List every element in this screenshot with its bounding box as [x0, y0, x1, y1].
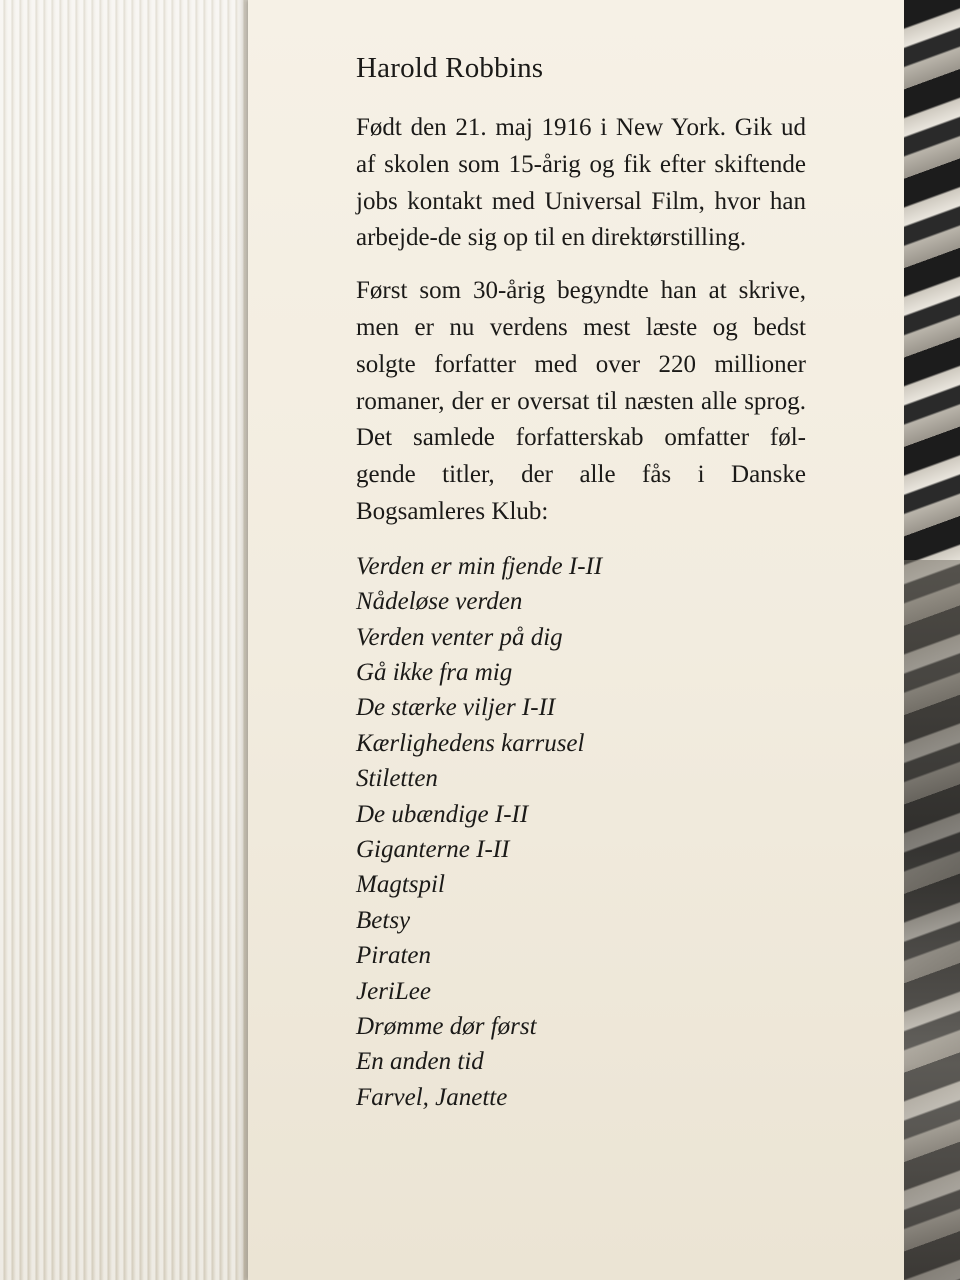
book-title: Nådeløse verden [356, 588, 523, 616]
book-title: Giganterne I-II [356, 836, 510, 864]
bio-paragraph-birth: Født den 21. maj 1916 i New York. Gik ud af skolen som 15-årig og fik efter skiftende jobs kontakt med Universal Film, hvor han arbejde-de sig op til en direktørstilling. [356, 114, 806, 252]
author-bio [356, 40, 806, 1115]
book-title: De ubændige I-II [356, 800, 529, 828]
book-title: Stiletten [356, 765, 438, 793]
cover-photo-strip [904, 0, 960, 1280]
book-title: Drømme dør først [356, 1013, 537, 1041]
book-title: En anden tid [356, 1048, 484, 1076]
book-title: Verden venter på dig [356, 623, 563, 651]
book-title: De stærke viljer I-II [356, 694, 556, 722]
book-title-list [356, 549, 806, 1116]
book-title: Betsy [356, 906, 411, 934]
book-title: Piraten [356, 942, 431, 970]
textured-endpaper [0, 0, 250, 1280]
author-name: Harold Robbins [356, 52, 544, 84]
book-title: Kærlighedens karrusel [356, 729, 585, 757]
book-title: Verden er min fjende I-II [356, 552, 603, 580]
bio-paragraph-career: Først som 30-årig begyndte han at skrive, men er nu verdens mest læste og bedst solgte forfatter med over 220 millioner romaner, der er oversat til næsten alle sprog. Det samlede forfatterskab omfatter føl-gende titler, der alle fås i Danske Bogsamleres Klub: [356, 277, 806, 525]
book-title: JeriLee [356, 977, 431, 1005]
book-title: Gå ikke fra mig [356, 658, 513, 686]
book-title: Farvel, Janette [356, 1083, 508, 1111]
book-title: Magtspil [356, 871, 445, 899]
